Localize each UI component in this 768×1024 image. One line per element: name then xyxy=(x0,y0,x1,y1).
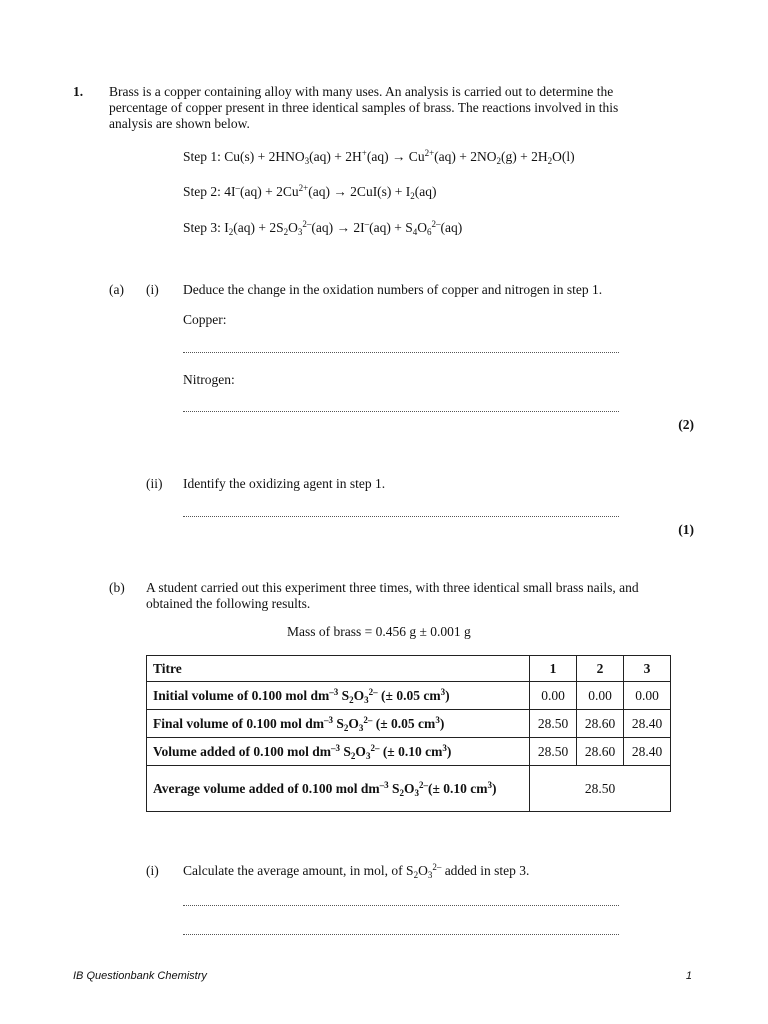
part-b-i-text: Calculate the average amount, in mol, of $S_2O_3^{2-}$ added in step 3. xyxy=(183,862,530,880)
initial-3: 0.00 xyxy=(624,682,671,710)
table-row-added xyxy=(147,738,671,766)
added-2: 28.60 xyxy=(577,738,624,766)
part-b-i-text-pre: Calculate the average amount, in mol, of S xyxy=(183,863,414,878)
table-header-col-3: 3 xyxy=(624,656,671,682)
question-intro: Brass is a copper containing alloy with many uses. An analysis is carried out to determine the percentage of copper present in three identical samples of brass. The reactions involved in this analysis are shown below. xyxy=(109,84,619,131)
amount-answer-line-1[interactable] xyxy=(183,905,619,906)
step-1-equation: Step 1: $Cu(s) + 2HNO_3(aq) + 2H^+(aq) \to Cu^{2+}(aq) + 2NO_2(g) + 2H_2O(l)$ xyxy=(183,148,575,166)
oxidizing-agent-answer-line[interactable] xyxy=(183,516,619,517)
table-header-titre: Titre xyxy=(147,656,530,682)
row-label-initial: Initial volume of 0.100 mol $dm^{-3}$ $S_2O_3^{2-}$ (± 0.05 $cm^3$) xyxy=(147,682,530,710)
step-2-equation: Step 2: $4I^-(aq) + 2Cu^{2+}(aq) \to 2CuI(s) + I_2(aq)$ xyxy=(183,183,437,201)
added-3: 28.40 xyxy=(624,738,671,766)
part-a-i-label: (i) xyxy=(146,282,159,297)
initial-2: 0.00 xyxy=(577,682,624,710)
table-header-col-1: 1 xyxy=(530,656,577,682)
page-number: 1 xyxy=(685,970,692,982)
part-b-i-text-post: added in step 3. xyxy=(441,863,530,878)
row-label-final: Final volume of 0.100 mol $dm^{-3}$ $S_2O_3^{2-}$ (± 0.05 $cm^3$) xyxy=(147,710,530,738)
table-row-average xyxy=(147,766,671,812)
nitrogen-answer-line[interactable] xyxy=(183,411,619,412)
titre-table xyxy=(146,655,671,812)
amount-answer-line-2[interactable] xyxy=(183,934,619,935)
table-row-final xyxy=(147,710,671,738)
table-header-col-2: 2 xyxy=(577,656,624,682)
copper-answer-line[interactable] xyxy=(183,352,619,353)
initial-1: 0.00 xyxy=(530,682,577,710)
step-1-label: Step 1: xyxy=(183,149,221,164)
footer-title: IB Questionbank Chemistry xyxy=(73,970,207,982)
step-2-label: Step 2: xyxy=(183,184,221,199)
added-1: 28.50 xyxy=(530,738,577,766)
final-3: 28.40 xyxy=(624,710,671,738)
final-1: 28.50 xyxy=(530,710,577,738)
row-label-added: Volume added of 0.100 mol $dm^{-3}$ $S_2O_3^{2-}$ (± 0.10 $cm^3$) xyxy=(147,738,530,766)
average-value: 28.50 xyxy=(530,766,671,812)
nitrogen-label: Nitrogen: xyxy=(183,372,235,387)
part-a-i-text: Deduce the change in the oxidation numbers of copper and nitrogen in step 1. xyxy=(183,282,603,297)
part-a-i-marks: (2) xyxy=(678,417,694,432)
part-a-label: (a) xyxy=(109,282,124,297)
question-number: 1. xyxy=(73,84,84,99)
part-b-i-label: (i) xyxy=(146,863,159,878)
final-2: 28.60 xyxy=(577,710,624,738)
part-a-ii-text: Identify the oxidizing agent in step 1. xyxy=(183,476,386,491)
table-header-row xyxy=(147,656,671,682)
step-3-equation: Step 3: $I_2(aq) + 2S_2O_3^{2-}(aq) \to 2I^-(aq) + S_4O_6^{2-}(aq)$ xyxy=(183,219,463,237)
step-3-label: Step 3: xyxy=(183,220,221,235)
copper-label: Copper: xyxy=(183,312,227,327)
mass-of-brass: Mass of brass = 0.456 g ± 0.001 g xyxy=(287,624,471,639)
table-row-initial xyxy=(147,682,671,710)
part-b-text: A student carried out this experiment three times, with three identical small brass nails, and obtained the following results. xyxy=(146,580,639,611)
row-label-average: Average volume added of 0.100 mol $dm^{-3}$ $S_2O_3^{2-}(\pm 0.10$ $cm^3$) xyxy=(147,766,530,812)
part-a-ii-marks: (1) xyxy=(678,522,694,537)
part-b-label: (b) xyxy=(109,580,125,595)
part-a-ii-label: (ii) xyxy=(146,476,163,491)
